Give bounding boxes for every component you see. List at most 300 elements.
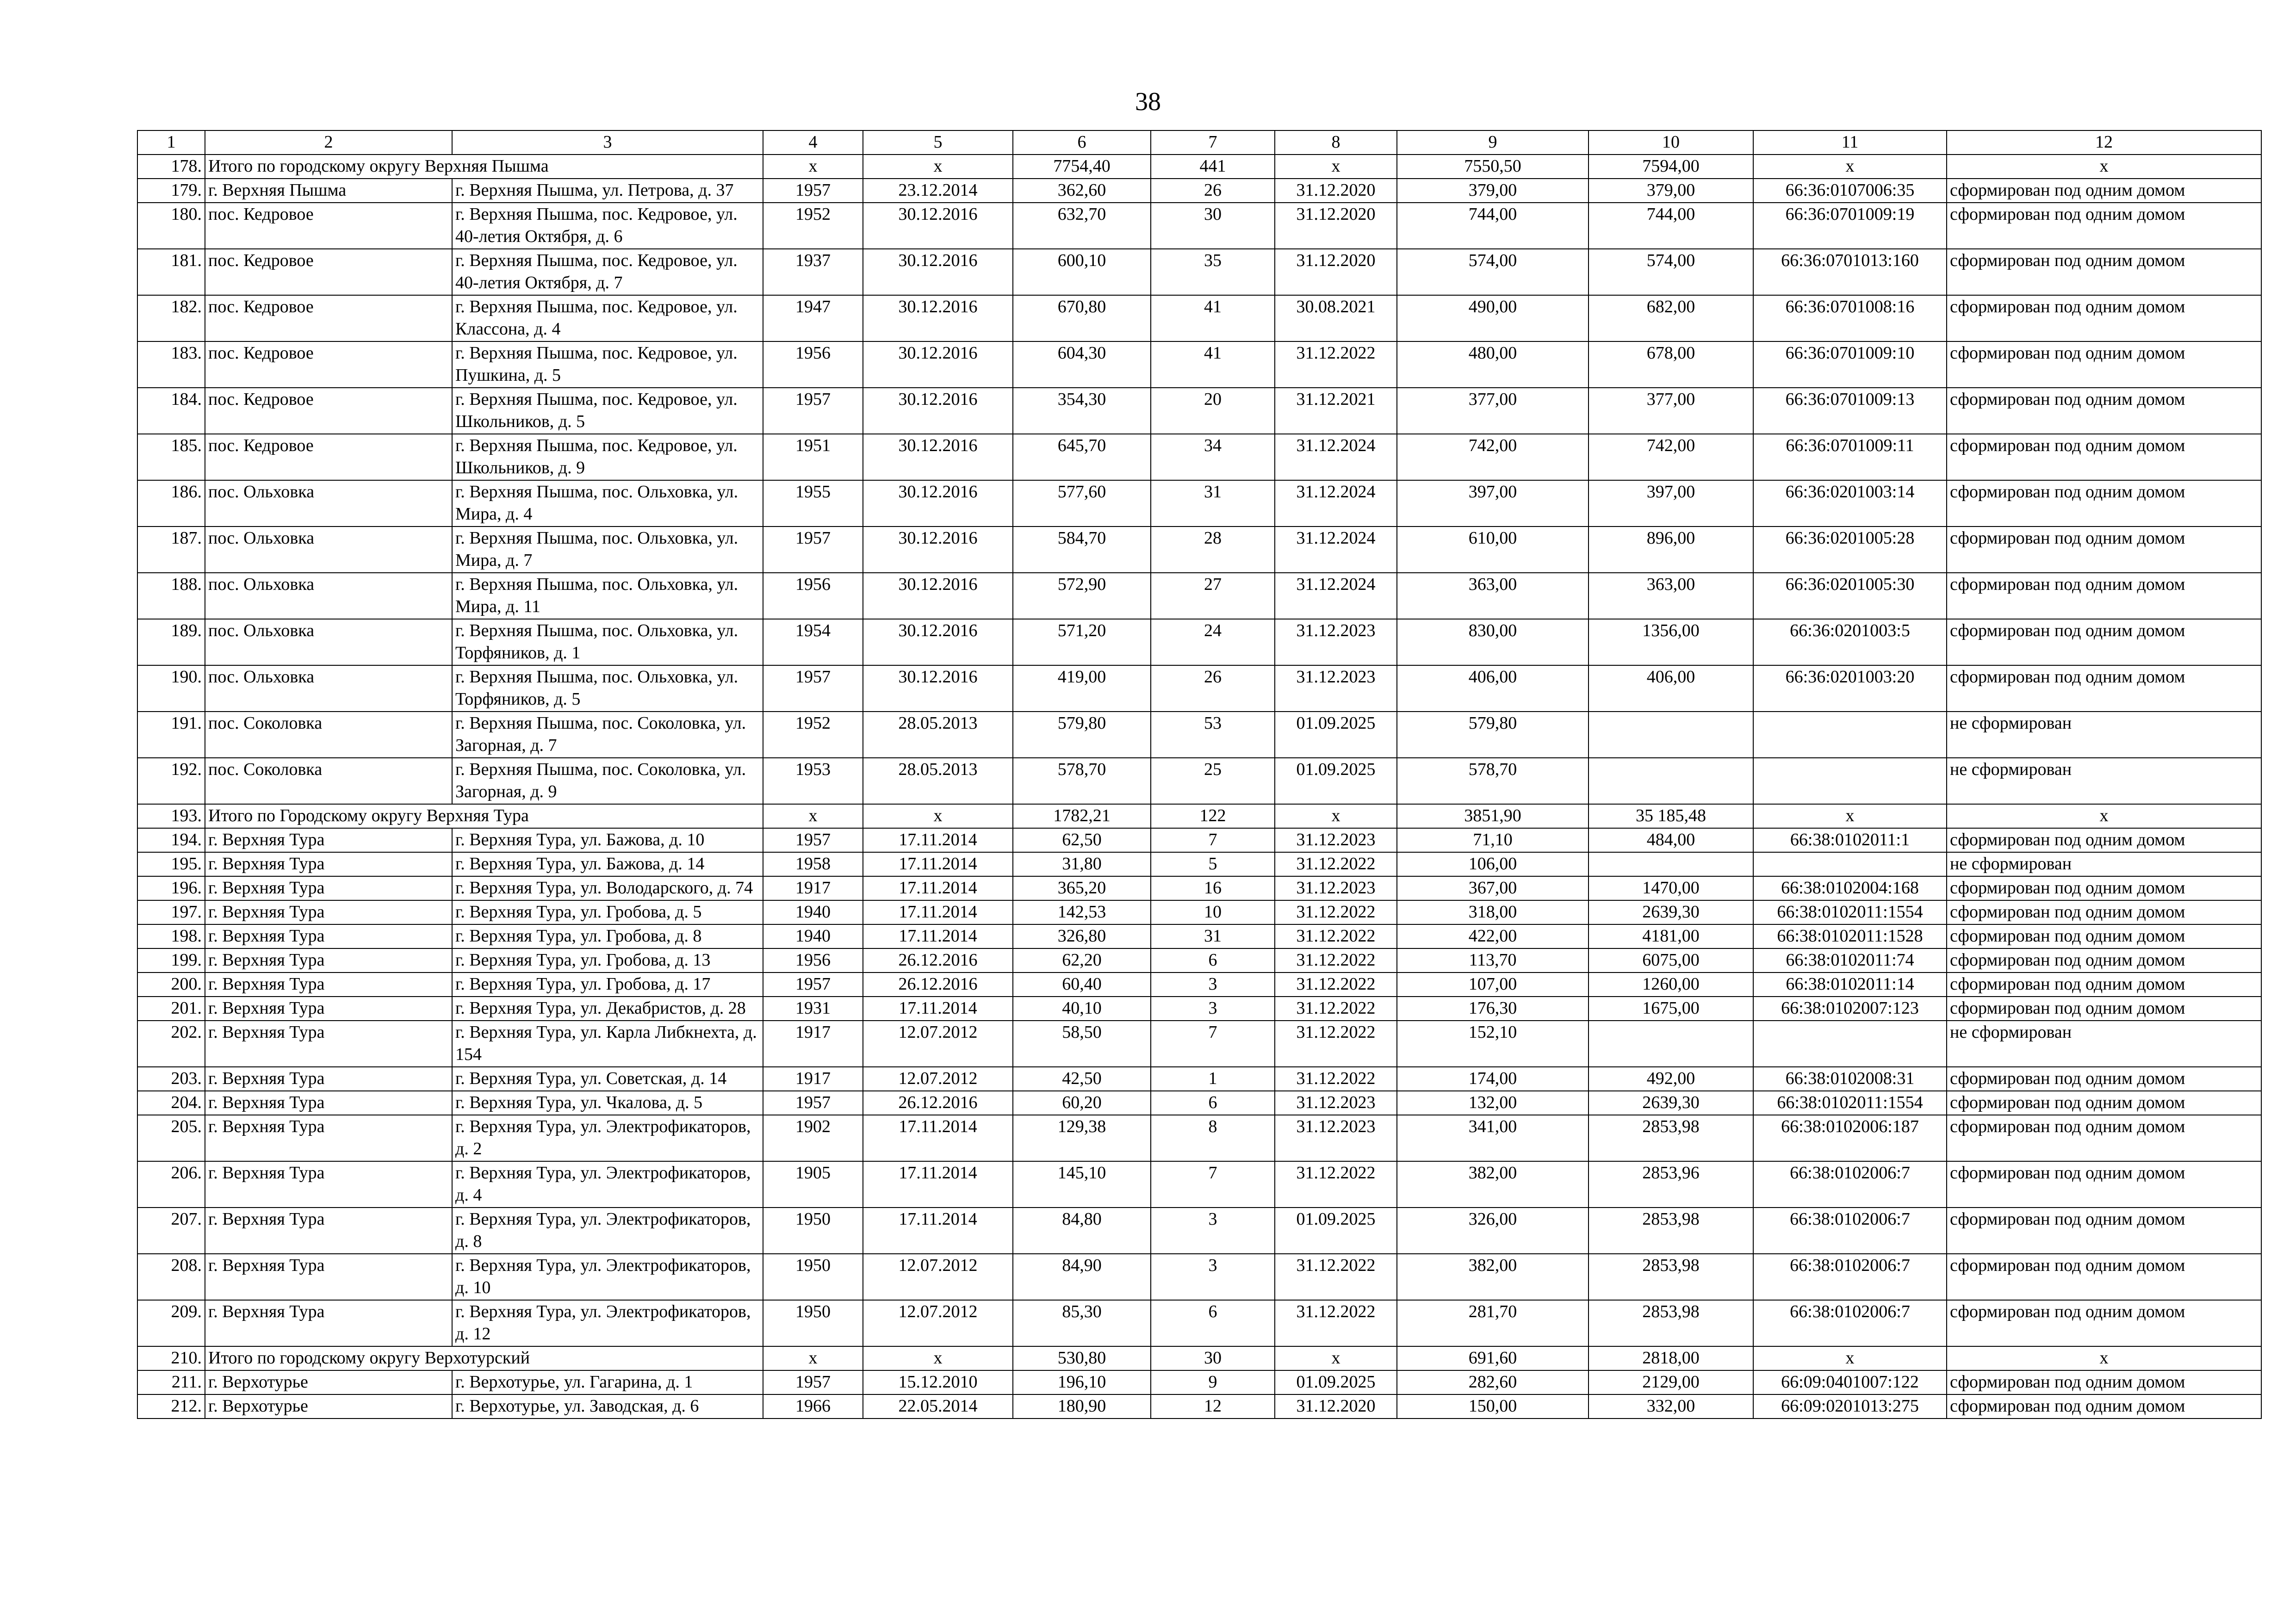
column-number-cell: 10 [1589, 130, 1753, 155]
planned-area-cell: 174,00 [1397, 1067, 1589, 1091]
land-status-cell: сформирован под одним домом [1947, 1161, 2261, 1208]
recognition-date-cell: 30.12.2016 [863, 203, 1013, 249]
column-number-cell: 6 [1013, 130, 1151, 155]
planned-area-cell: 480,00 [1397, 341, 1589, 388]
cadastral-number-cell: 66:38:0102011:1 [1753, 828, 1947, 852]
cadastral-number-cell: 66:38:0102011:14 [1753, 973, 1947, 997]
table-row [137, 828, 2261, 852]
deadline-cell: 31.12.2024 [1275, 480, 1397, 527]
deadline-cell: 31.12.2022 [1275, 948, 1397, 973]
land-status-cell: сформирован под одним домом [1947, 480, 2261, 527]
area-cell: 354,30 [1013, 388, 1151, 434]
land-status-cell: сформирован под одним домом [1947, 924, 2261, 948]
planned-area-cell: 367,00 [1397, 876, 1589, 900]
column-number-cell: 5 [863, 130, 1013, 155]
recognition-date-cell: 17.11.2014 [863, 997, 1013, 1021]
address-cell: г. Верхотурье, ул. Заводская, д. 6 [452, 1394, 763, 1419]
planned-area-cell: 579,80 [1397, 712, 1589, 758]
row-number-cell: 202. [137, 1021, 205, 1067]
deadline-cell: 31.12.2023 [1275, 876, 1397, 900]
total-row [137, 155, 2261, 179]
recognition-date-cell: х [863, 1346, 1013, 1370]
land-area-cell: 1260,00 [1589, 973, 1753, 997]
settlement-cell: г. Верхняя Тура [205, 1208, 452, 1254]
deadline-cell: 31.12.2024 [1275, 434, 1397, 480]
settlement-cell: г. Верхняя Тура [205, 1300, 452, 1346]
land-status-cell: сформирован под одним домом [1947, 665, 2261, 712]
land-status-cell: х [1947, 155, 2261, 179]
address-cell: г. Верхняя Тура, ул. Карла Либкнехта, д. 154 [452, 1021, 763, 1067]
year-built-cell: 1937 [763, 249, 863, 295]
deadline-cell: 31.12.2022 [1275, 900, 1397, 924]
area-cell: 7754,40 [1013, 155, 1151, 179]
recognition-date-cell: 17.11.2014 [863, 900, 1013, 924]
recognition-date-cell: 12.07.2012 [863, 1021, 1013, 1067]
residents-cell: 27 [1151, 573, 1275, 619]
residents-cell: 53 [1151, 712, 1275, 758]
year-built-cell: 1957 [763, 527, 863, 573]
recognition-date-cell: 12.07.2012 [863, 1067, 1013, 1091]
recognition-date-cell: 17.11.2014 [863, 876, 1013, 900]
recognition-date-cell: 28.05.2013 [863, 758, 1013, 804]
year-built-cell: 1957 [763, 665, 863, 712]
year-built-cell: 1957 [763, 1370, 863, 1394]
deadline-cell: 31.12.2023 [1275, 828, 1397, 852]
row-number-cell: 210. [137, 1346, 205, 1370]
settlement-cell: г. Верхняя Пышма [205, 179, 452, 203]
planned-area-cell: 3851,90 [1397, 804, 1589, 828]
recognition-date-cell: 23.12.2014 [863, 179, 1013, 203]
planned-area-cell: 691,60 [1397, 1346, 1589, 1370]
planned-area-cell: 152,10 [1397, 1021, 1589, 1067]
area-cell: 62,50 [1013, 828, 1151, 852]
cadastral-number-cell: 66:36:0201003:14 [1753, 480, 1947, 527]
row-number-cell: 207. [137, 1208, 205, 1254]
recognition-date-cell: 30.12.2016 [863, 573, 1013, 619]
settlement-cell: г. Верхняя Тура [205, 1021, 452, 1067]
settlement-cell: пос. Ольховка [205, 573, 452, 619]
area-cell: 604,30 [1013, 341, 1151, 388]
deadline-cell: 31.12.2022 [1275, 1021, 1397, 1067]
land-area-cell: 397,00 [1589, 480, 1753, 527]
area-cell: 1782,21 [1013, 804, 1151, 828]
table-row [137, 876, 2261, 900]
planned-area-cell: 397,00 [1397, 480, 1589, 527]
row-number-cell: 204. [137, 1091, 205, 1115]
planned-area-cell: 574,00 [1397, 249, 1589, 295]
residents-cell: 26 [1151, 179, 1275, 203]
recognition-date-cell: 30.12.2016 [863, 480, 1013, 527]
address-cell: г. Верхняя Пышма, пос. Кедровое, ул. 40-летия Октября, д. 6 [452, 203, 763, 249]
year-built-cell: 1957 [763, 1091, 863, 1115]
deadline-cell: 31.12.2023 [1275, 1091, 1397, 1115]
column-number-cell: 8 [1275, 130, 1397, 155]
land-status-cell: сформирован под одним домом [1947, 388, 2261, 434]
cadastral-number-cell: 66:38:0102011:1528 [1753, 924, 1947, 948]
planned-area-cell: 382,00 [1397, 1254, 1589, 1300]
row-number-cell: 194. [137, 828, 205, 852]
settlement-cell: пос. Кедровое [205, 295, 452, 341]
land-status-cell: сформирован под одним домом [1947, 527, 2261, 573]
settlement-cell: г. Верхняя Тура [205, 1115, 452, 1161]
land-area-cell: 2639,30 [1589, 900, 1753, 924]
residents-cell: 6 [1151, 948, 1275, 973]
cadastral-number-cell: х [1753, 1346, 1947, 1370]
planned-area-cell: 578,70 [1397, 758, 1589, 804]
year-built-cell: 1957 [763, 388, 863, 434]
cadastral-number-cell: 66:38:0102004:168 [1753, 876, 1947, 900]
land-area-cell: 6075,00 [1589, 948, 1753, 973]
land-status-cell: сформирован под одним домом [1947, 900, 2261, 924]
land-status-cell: сформирован под одним домом [1947, 341, 2261, 388]
row-number-cell: 201. [137, 997, 205, 1021]
row-number-cell: 197. [137, 900, 205, 924]
address-cell: г. Верхняя Тура, ул. Декабристов, д. 28 [452, 997, 763, 1021]
column-number-cell: 4 [763, 130, 863, 155]
residents-cell: 10 [1151, 900, 1275, 924]
row-number-cell: 200. [137, 973, 205, 997]
year-built-cell: 1902 [763, 1115, 863, 1161]
recognition-date-cell: 22.05.2014 [863, 1394, 1013, 1419]
total-title-cell: Итого по Городскому округу Верхняя Тура [205, 804, 763, 828]
area-cell: 180,90 [1013, 1394, 1151, 1419]
residents-cell: 6 [1151, 1091, 1275, 1115]
recognition-date-cell: х [863, 804, 1013, 828]
cadastral-number-cell: х [1753, 155, 1947, 179]
cadastral-number-cell: 66:09:0401007:122 [1753, 1370, 1947, 1394]
row-number-cell: 212. [137, 1394, 205, 1419]
planned-area-cell: 106,00 [1397, 852, 1589, 876]
table-row [137, 1161, 2261, 1208]
address-cell: г. Верхняя Пышма, пос. Ольховка, ул. Мира, д. 4 [452, 480, 763, 527]
address-cell: г. Верхняя Пышма, пос. Соколовка, ул. Загорная, д. 7 [452, 712, 763, 758]
planned-area-cell: 107,00 [1397, 973, 1589, 997]
total-row [137, 1346, 2261, 1370]
area-cell: 600,10 [1013, 249, 1151, 295]
planned-area-cell: 281,70 [1397, 1300, 1589, 1346]
recognition-date-cell: 26.12.2016 [863, 1091, 1013, 1115]
residents-cell: 41 [1151, 341, 1275, 388]
planned-area-cell: 150,00 [1397, 1394, 1589, 1419]
land-area-cell: 744,00 [1589, 203, 1753, 249]
settlement-cell: г. Верхняя Тура [205, 1254, 452, 1300]
address-cell: г. Верхняя Тура, ул. Электрофикаторов, д. 2 [452, 1115, 763, 1161]
settlement-cell: пос. Ольховка [205, 665, 452, 712]
land-area-cell: 7594,00 [1589, 155, 1753, 179]
table-row [137, 924, 2261, 948]
year-built-cell: 1917 [763, 876, 863, 900]
residents-cell: 28 [1151, 527, 1275, 573]
recognition-date-cell: 30.12.2016 [863, 665, 1013, 712]
year-built-cell: 1917 [763, 1067, 863, 1091]
settlement-cell: г. Верхняя Тура [205, 900, 452, 924]
year-built-cell: 1957 [763, 973, 863, 997]
table-row [137, 388, 2261, 434]
row-number-cell: 203. [137, 1067, 205, 1091]
year-built-cell: 1905 [763, 1161, 863, 1208]
column-number-cell: 11 [1753, 130, 1947, 155]
deadline-cell: 01.09.2025 [1275, 1208, 1397, 1254]
land-area-cell: 574,00 [1589, 249, 1753, 295]
recognition-date-cell: х [863, 155, 1013, 179]
land-area-cell: 2853,98 [1589, 1254, 1753, 1300]
recognition-date-cell: 30.12.2016 [863, 434, 1013, 480]
planned-area-cell: 830,00 [1397, 619, 1589, 665]
year-built-cell: 1951 [763, 434, 863, 480]
land-area-cell: 896,00 [1589, 527, 1753, 573]
residents-cell: 35 [1151, 249, 1275, 295]
row-number-cell: 191. [137, 712, 205, 758]
table-row [137, 434, 2261, 480]
land-area-cell: 678,00 [1589, 341, 1753, 388]
land-status-cell: не сформирован [1947, 712, 2261, 758]
table-row [137, 758, 2261, 804]
planned-area-cell: 282,60 [1397, 1370, 1589, 1394]
land-status-cell: сформирован под одним домом [1947, 1115, 2261, 1161]
total-row [137, 804, 2261, 828]
address-cell: г. Верхняя Тура, ул. Электрофикаторов, д. 8 [452, 1208, 763, 1254]
area-cell: 365,20 [1013, 876, 1151, 900]
area-cell: 645,70 [1013, 434, 1151, 480]
year-built-cell: 1966 [763, 1394, 863, 1419]
area-cell: 362,60 [1013, 179, 1151, 203]
year-built-cell: 1956 [763, 573, 863, 619]
settlement-cell: г. Верхняя Тура [205, 973, 452, 997]
deadline-cell: 31.12.2024 [1275, 527, 1397, 573]
column-number-cell: 9 [1397, 130, 1589, 155]
residents-cell: 7 [1151, 828, 1275, 852]
area-cell: 84,90 [1013, 1254, 1151, 1300]
planned-area-cell: 406,00 [1397, 665, 1589, 712]
deadline-cell: 31.12.2023 [1275, 665, 1397, 712]
recognition-date-cell: 30.12.2016 [863, 295, 1013, 341]
cadastral-number-cell: 66:36:0201003:5 [1753, 619, 1947, 665]
address-cell: г. Верхняя Пышма, ул. Петрова, д. 37 [452, 179, 763, 203]
year-built-cell: 1956 [763, 341, 863, 388]
settlement-cell: пос. Ольховка [205, 527, 452, 573]
address-cell: г. Верхняя Пышма, пос. Кедровое, ул. Пушкина, д. 5 [452, 341, 763, 388]
residents-cell: 6 [1151, 1300, 1275, 1346]
settlement-cell: пос. Ольховка [205, 480, 452, 527]
residents-cell: 441 [1151, 155, 1275, 179]
table-row [137, 1394, 2261, 1419]
row-number-cell: 192. [137, 758, 205, 804]
residents-cell: 8 [1151, 1115, 1275, 1161]
table-row [137, 619, 2261, 665]
cadastral-number-cell: 66:36:0701009:11 [1753, 434, 1947, 480]
area-cell: 577,60 [1013, 480, 1151, 527]
cadastral-number-cell: 66:38:0102006:7 [1753, 1300, 1947, 1346]
residents-cell: 5 [1151, 852, 1275, 876]
residents-cell: 20 [1151, 388, 1275, 434]
land-area-cell: 4181,00 [1589, 924, 1753, 948]
table-row [137, 249, 2261, 295]
land-status-cell: сформирован под одним домом [1947, 973, 2261, 997]
row-number-cell: 178. [137, 155, 205, 179]
deadline-cell: 31.12.2020 [1275, 249, 1397, 295]
row-number-cell: 187. [137, 527, 205, 573]
cadastral-number-cell: 66:36:0701009:19 [1753, 203, 1947, 249]
residents-cell: 3 [1151, 997, 1275, 1021]
row-number-cell: 181. [137, 249, 205, 295]
year-built-cell: 1954 [763, 619, 863, 665]
land-status-cell: х [1947, 804, 2261, 828]
land-area-cell [1589, 1021, 1753, 1067]
land-area-cell: 2853,96 [1589, 1161, 1753, 1208]
planned-area-cell: 742,00 [1397, 434, 1589, 480]
land-area-cell: 682,00 [1589, 295, 1753, 341]
recognition-date-cell: 26.12.2016 [863, 948, 1013, 973]
planned-area-cell: 341,00 [1397, 1115, 1589, 1161]
row-number-cell: 193. [137, 804, 205, 828]
recognition-date-cell: 17.11.2014 [863, 924, 1013, 948]
land-status-cell: сформирован под одним домом [1947, 1208, 2261, 1254]
cadastral-number-cell: 66:38:0102011:74 [1753, 948, 1947, 973]
row-number-cell: 198. [137, 924, 205, 948]
row-number-cell: 209. [137, 1300, 205, 1346]
planned-area-cell: 113,70 [1397, 948, 1589, 973]
residents-cell: 34 [1151, 434, 1275, 480]
row-number-cell: 179. [137, 179, 205, 203]
year-built-cell: 1950 [763, 1300, 863, 1346]
table-row [137, 527, 2261, 573]
year-built-cell: 1940 [763, 900, 863, 924]
settlement-cell: пос. Кедровое [205, 434, 452, 480]
deadline-cell: х [1275, 1346, 1397, 1370]
address-cell: г. Верхняя Пышма, пос. Ольховка, ул. Мира, д. 7 [452, 527, 763, 573]
recognition-date-cell: 30.12.2016 [863, 341, 1013, 388]
address-cell: г. Верхняя Пышма, пос. Кедровое, ул. 40-летия Октября, д. 7 [452, 249, 763, 295]
deadline-cell: 31.12.2024 [1275, 573, 1397, 619]
planned-area-cell: 318,00 [1397, 900, 1589, 924]
address-cell: г. Верхняя Пышма, пос. Ольховка, ул. Мира, д. 11 [452, 573, 763, 619]
address-cell: г. Верхняя Пышма, пос. Ольховка, ул. Торфяников, д. 5 [452, 665, 763, 712]
residents-cell: 12 [1151, 1394, 1275, 1419]
area-cell: 572,90 [1013, 573, 1151, 619]
land-area-cell: 1356,00 [1589, 619, 1753, 665]
residents-cell: 26 [1151, 665, 1275, 712]
table-row [137, 1370, 2261, 1394]
deadline-cell: 31.12.2020 [1275, 1394, 1397, 1419]
planned-area-cell: 363,00 [1397, 573, 1589, 619]
land-status-cell: сформирован под одним домом [1947, 1370, 2261, 1394]
row-number-cell: 188. [137, 573, 205, 619]
year-built-cell: 1956 [763, 948, 863, 973]
land-area-cell: 332,00 [1589, 1394, 1753, 1419]
recognition-date-cell: 30.12.2016 [863, 619, 1013, 665]
planned-area-cell: 71,10 [1397, 828, 1589, 852]
deadline-cell: 31.12.2022 [1275, 341, 1397, 388]
residents-cell: 3 [1151, 973, 1275, 997]
planned-area-cell: 744,00 [1397, 203, 1589, 249]
settlement-cell: г. Верхняя Тура [205, 997, 452, 1021]
planned-area-cell: 379,00 [1397, 179, 1589, 203]
deadline-cell: 01.09.2025 [1275, 758, 1397, 804]
year-built-cell: 1955 [763, 480, 863, 527]
land-status-cell: сформирован под одним домом [1947, 1300, 2261, 1346]
recognition-date-cell: 12.07.2012 [863, 1254, 1013, 1300]
planned-area-cell: 176,30 [1397, 997, 1589, 1021]
deadline-cell: 31.12.2022 [1275, 1300, 1397, 1346]
residents-cell: 25 [1151, 758, 1275, 804]
column-number-cell: 1 [137, 130, 205, 155]
recognition-date-cell: 17.11.2014 [863, 1115, 1013, 1161]
column-number-cell: 7 [1151, 130, 1275, 155]
year-built-cell: 1958 [763, 852, 863, 876]
settlement-cell: пос. Кедровое [205, 249, 452, 295]
year-built-cell: 1957 [763, 828, 863, 852]
area-cell: 60,20 [1013, 1091, 1151, 1115]
recognition-date-cell: 12.07.2012 [863, 1300, 1013, 1346]
land-area-cell: 2818,00 [1589, 1346, 1753, 1370]
row-number-cell: 186. [137, 480, 205, 527]
row-number-cell: 182. [137, 295, 205, 341]
deadline-cell: 31.12.2022 [1275, 973, 1397, 997]
settlement-cell: г. Верхняя Тура [205, 1067, 452, 1091]
table-row [137, 1115, 2261, 1161]
row-number-cell: 189. [137, 619, 205, 665]
land-area-cell: 1470,00 [1589, 876, 1753, 900]
cadastral-number-cell [1753, 1021, 1947, 1067]
row-number-cell: 208. [137, 1254, 205, 1300]
table-row [137, 1254, 2261, 1300]
cadastral-number-cell [1753, 852, 1947, 876]
land-status-cell: сформирован под одним домом [1947, 1091, 2261, 1115]
planned-area-cell: 326,00 [1397, 1208, 1589, 1254]
recognition-date-cell: 15.12.2010 [863, 1370, 1013, 1394]
land-status-cell: сформирован под одним домом [1947, 997, 2261, 1021]
year-built-cell: х [763, 1346, 863, 1370]
land-area-cell: 484,00 [1589, 828, 1753, 852]
settlement-cell: г. Верхняя Тура [205, 924, 452, 948]
area-cell: 578,70 [1013, 758, 1151, 804]
residents-cell: 41 [1151, 295, 1275, 341]
recognition-date-cell: 30.12.2016 [863, 249, 1013, 295]
page-number: 38 [1135, 87, 1161, 116]
settlement-cell: г. Верхняя Тура [205, 876, 452, 900]
recognition-date-cell: 30.12.2016 [863, 388, 1013, 434]
table-row [137, 712, 2261, 758]
land-status-cell: сформирован под одним домом [1947, 179, 2261, 203]
land-area-cell: 2639,30 [1589, 1091, 1753, 1115]
area-cell: 196,10 [1013, 1370, 1151, 1394]
land-status-cell: не сформирован [1947, 1021, 2261, 1067]
area-cell: 145,10 [1013, 1161, 1151, 1208]
residents-cell: 7 [1151, 1161, 1275, 1208]
cadastral-number-cell: 66:38:0102008:31 [1753, 1067, 1947, 1091]
deadline-cell: х [1275, 155, 1397, 179]
address-cell: г. Верхняя Тура, ул. Гробова, д. 17 [452, 973, 763, 997]
land-area-cell [1589, 758, 1753, 804]
housing-registry-table [137, 130, 2262, 1419]
residents-cell: 31 [1151, 924, 1275, 948]
table-row [137, 900, 2261, 924]
settlement-cell: г. Верхняя Тура [205, 948, 452, 973]
year-built-cell: 1952 [763, 712, 863, 758]
row-number-cell: 196. [137, 876, 205, 900]
deadline-cell: 31.12.2020 [1275, 203, 1397, 249]
row-number-cell: 206. [137, 1161, 205, 1208]
area-cell: 579,80 [1013, 712, 1151, 758]
address-cell: г. Верхняя Тура, ул. Электрофикаторов, д. 4 [452, 1161, 763, 1208]
table-body [137, 155, 2261, 1419]
table-row [137, 665, 2261, 712]
residents-cell: 30 [1151, 203, 1275, 249]
land-status-cell: х [1947, 1346, 2261, 1370]
cadastral-number-cell: 66:36:0201005:28 [1753, 527, 1947, 573]
column-number-row [137, 130, 2261, 155]
land-status-cell: сформирован под одним домом [1947, 573, 2261, 619]
